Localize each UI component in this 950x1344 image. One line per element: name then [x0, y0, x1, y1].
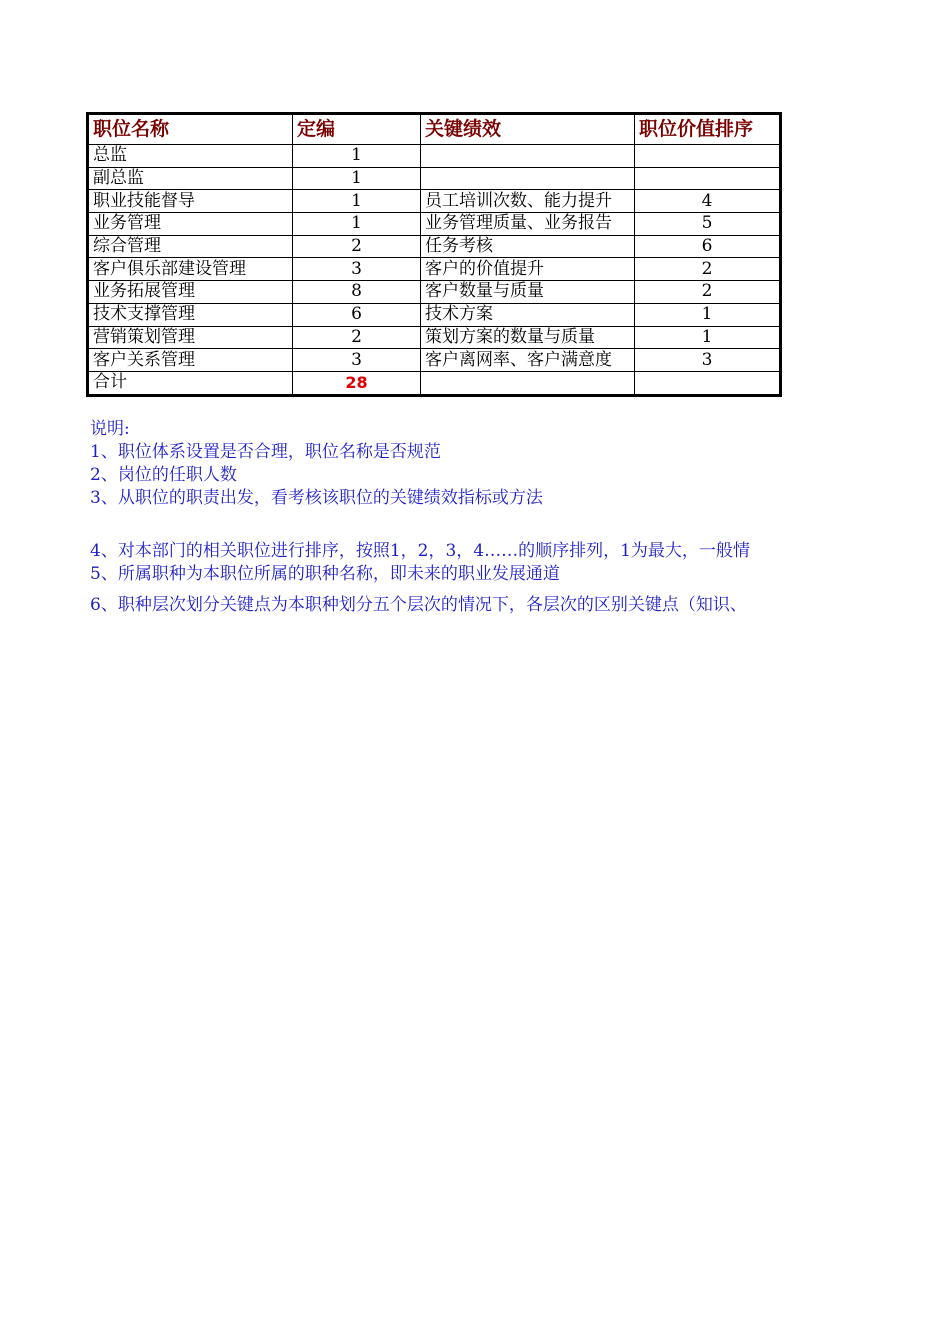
table-row [88, 235, 781, 258]
headcount-cell[interactable]: 6 [293, 303, 421, 326]
table-row [88, 349, 781, 372]
position-name-cell[interactable]: 营销策划管理 [88, 326, 293, 349]
rank-cell[interactable]: 6 [635, 235, 781, 258]
headcount-cell[interactable]: 3 [293, 349, 421, 372]
position-name-cell[interactable]: 综合管理 [88, 235, 293, 258]
table-header-row [88, 114, 781, 145]
rank-cell[interactable]: 4 [635, 190, 781, 213]
headcount-cell[interactable]: 8 [293, 281, 421, 304]
header-headcount: 定编 [293, 114, 421, 145]
header-position-name: 职位名称 [88, 114, 293, 145]
headcount-cell[interactable]: 1 [293, 167, 421, 190]
table-row [88, 213, 781, 236]
rank-cell[interactable]: 1 [635, 326, 781, 349]
position-name-cell[interactable]: 业务管理 [88, 213, 293, 236]
notes-title: 说明: [90, 419, 130, 439]
empty-cell[interactable] [421, 371, 635, 395]
position-name-cell[interactable]: 职业技能督导 [88, 190, 293, 213]
position-name-cell[interactable]: 技术支撑管理 [88, 303, 293, 326]
headcount-cell[interactable]: 2 [293, 235, 421, 258]
position-name-cell[interactable]: 客户关系管理 [88, 349, 293, 372]
headcount-cell[interactable]: 1 [293, 190, 421, 213]
kpi-cell[interactable]: 策划方案的数量与质量 [421, 326, 635, 349]
table-row [88, 258, 781, 281]
rank-cell[interactable]: 2 [635, 281, 781, 304]
position-name-cell[interactable]: 总监 [88, 145, 293, 168]
kpi-cell[interactable]: 技术方案 [421, 303, 635, 326]
position-name-cell[interactable]: 业务拓展管理 [88, 281, 293, 304]
kpi-cell[interactable]: 业务管理质量、业务报告 [421, 213, 635, 236]
table-row [88, 167, 781, 190]
position-name-cell[interactable]: 客户俱乐部建设管理 [88, 258, 293, 281]
kpi-cell[interactable]: 客户数量与质量 [421, 281, 635, 304]
headcount-cell[interactable]: 3 [293, 258, 421, 281]
note-item: 3、从职位的职责出发，看考核该职位的关键绩效指标或方法 [90, 488, 543, 508]
rank-cell[interactable] [635, 145, 781, 168]
headcount-cell[interactable]: 1 [293, 213, 421, 236]
table-row [88, 326, 781, 349]
kpi-cell[interactable] [421, 145, 635, 168]
rank-cell[interactable]: 5 [635, 213, 781, 236]
kpi-cell[interactable]: 任务考核 [421, 235, 635, 258]
rank-cell[interactable] [635, 167, 781, 190]
note-item: 1、职位体系设置是否合理，职位名称是否规范 [90, 442, 441, 462]
note-item: 6、职种层次划分关键点为本职种划分五个层次的情况下，各层次的区别关键点（知识、 [90, 595, 747, 615]
headcount-cell[interactable]: 1 [293, 145, 421, 168]
position-table [86, 112, 782, 397]
rank-cell[interactable]: 3 [635, 349, 781, 372]
note-item: 5、所属职种为本职位所属的职种名称，即未来的职业发展通道 [90, 564, 560, 584]
rank-cell[interactable]: 1 [635, 303, 781, 326]
kpi-cell[interactable]: 员工培训次数、能力提升 [421, 190, 635, 213]
kpi-cell[interactable]: 客户的价值提升 [421, 258, 635, 281]
headcount-cell[interactable]: 2 [293, 326, 421, 349]
table-row [88, 281, 781, 304]
kpi-cell[interactable] [421, 167, 635, 190]
position-name-cell[interactable]: 副总监 [88, 167, 293, 190]
table-row [88, 303, 781, 326]
total-label-cell[interactable]: 合计 [88, 371, 293, 395]
empty-cell[interactable] [635, 371, 781, 395]
header-value-ranking: 职位价值排序 [635, 114, 781, 145]
table-row [88, 145, 781, 168]
kpi-cell[interactable]: 客户离网率、客户满意度 [421, 349, 635, 372]
table-row [88, 190, 781, 213]
header-key-performance: 关键绩效 [421, 114, 635, 145]
note-item: 2、岗位的任职人数 [90, 465, 237, 485]
rank-cell[interactable]: 2 [635, 258, 781, 281]
total-value-cell[interactable]: 28 [293, 371, 421, 395]
note-item: 4、对本部门的相关职位进行排序，按照1，2，3，4……的顺序排列，1为最大，一般情 [90, 541, 750, 561]
notes-section [90, 418, 825, 628]
total-row [88, 371, 781, 395]
